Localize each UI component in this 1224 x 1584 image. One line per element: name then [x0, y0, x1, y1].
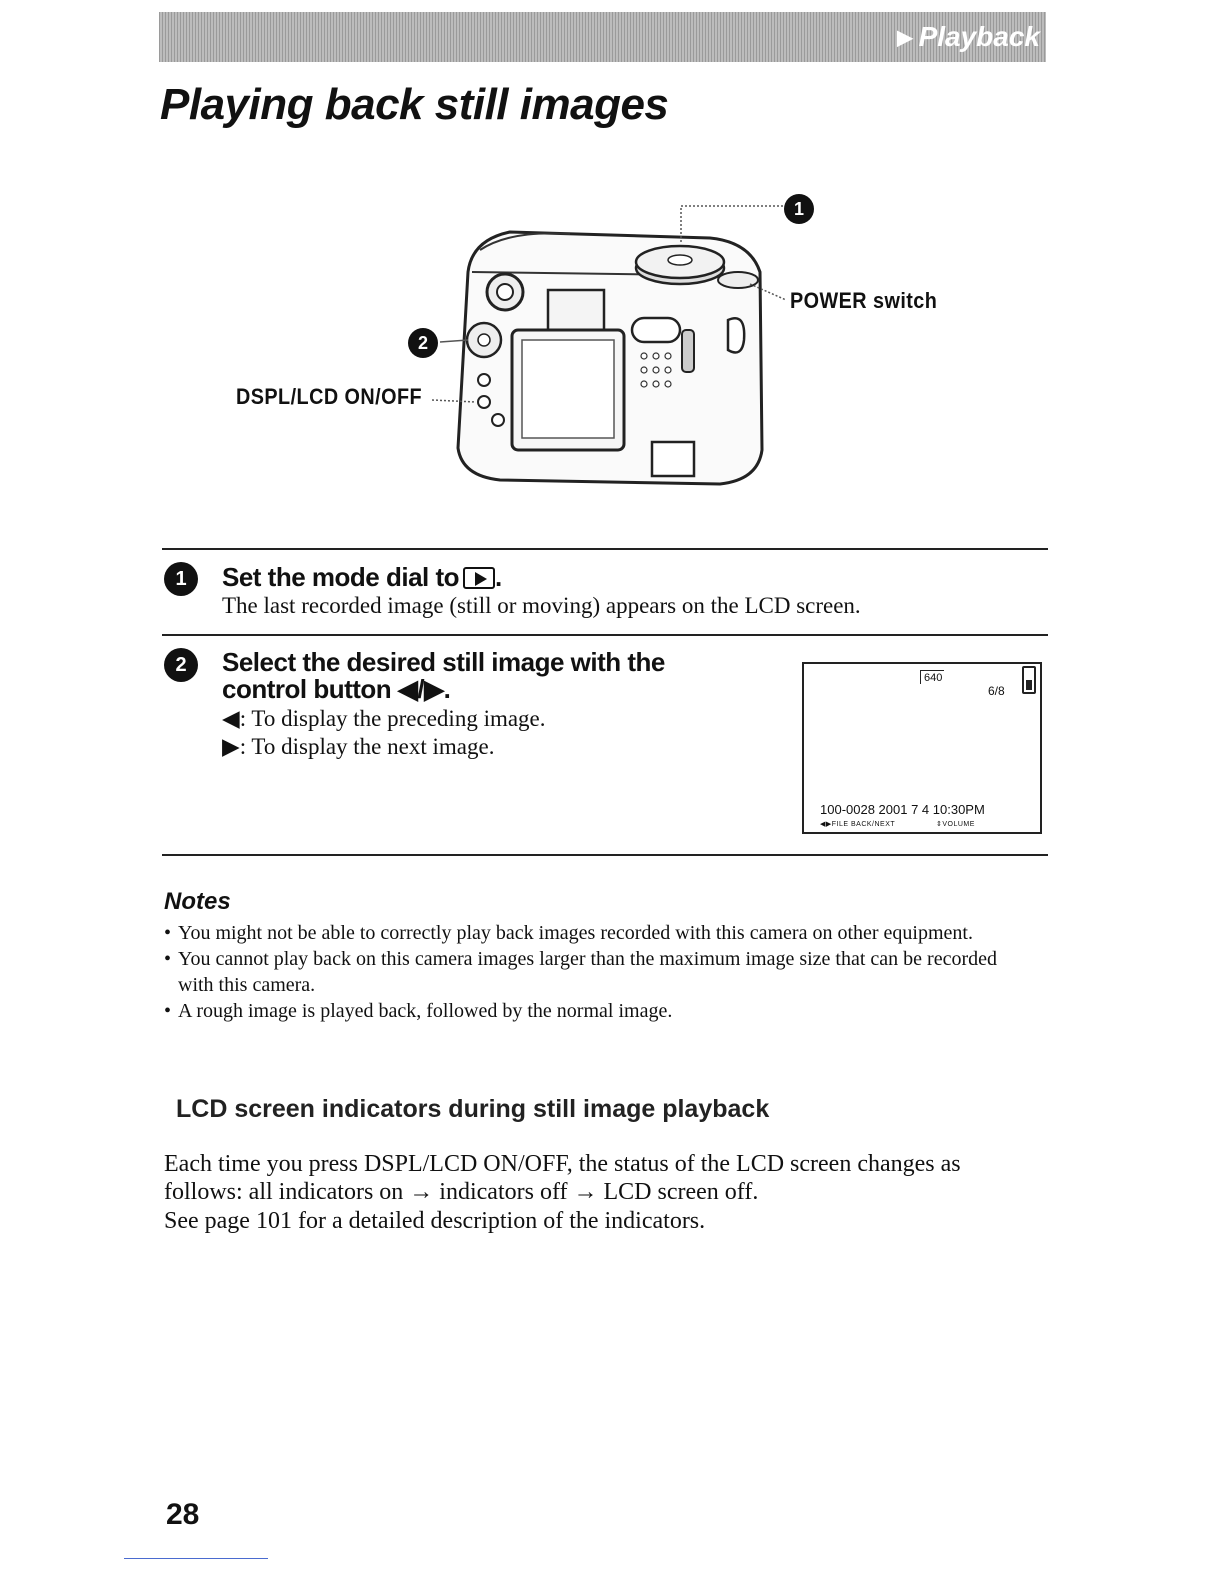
lcd-indicators-paragraph-2: See page 101 for a detailed description of the indicators.	[164, 1208, 706, 1234]
note-item: • You might not be able to correctly play back images recorded with this camera on other equipment.	[164, 920, 1034, 946]
step-1-marker: 1	[164, 562, 198, 596]
memory-card-icon	[1022, 666, 1036, 694]
divider-rule	[162, 548, 1048, 550]
notes-title: Notes	[164, 888, 231, 915]
lcd-indicators-paragraph-1: Each time you press DSPL/LCD ON/OFF, the status of the LCD screen changes as follows: all indicators on → indicators off → LCD screen off.	[164, 1151, 961, 1205]
step-1-title	[222, 564, 502, 591]
callout-marker-1: 1	[784, 194, 814, 224]
dspl-lcd-label: DSPL/LCD ON/OFF	[236, 384, 423, 409]
file-date-time: 100-0028 2001 7 4 10:30PM	[820, 802, 985, 817]
divider-rule	[162, 634, 1048, 636]
lcd-screen-illustration	[802, 662, 1042, 834]
page-number: 28	[166, 1498, 200, 1531]
image-count: 6/8	[988, 684, 1005, 698]
divider-rule	[162, 854, 1048, 856]
power-switch-label: POWER switch	[790, 288, 938, 313]
section-header-bar	[159, 12, 1046, 62]
step-2-title-line-2: control button ◀/▶.	[222, 674, 451, 704]
step-2-item-prev: ◀: To display the preceding image.	[222, 706, 546, 731]
step-1-title-text: Set the mode dial to	[222, 562, 460, 592]
section-tab	[897, 18, 1040, 56]
callout-marker-2: 2	[408, 328, 438, 358]
footer-line	[124, 1558, 268, 1559]
step-1-title-end: .	[495, 562, 502, 592]
note-item: • You cannot play back on this camera images larger than the maximum image size that can be recorded with this camera.	[164, 946, 1034, 998]
volume-hint: ⇕VOLUME	[936, 821, 975, 828]
section-title: LCD screen indicators during still image playback	[176, 1095, 770, 1123]
step-2-marker: 2	[164, 648, 198, 682]
page-title: Playing back still images	[160, 80, 669, 129]
step-2-item-next: ▶: To display the next image.	[222, 734, 495, 759]
image-size-indicator: 640	[920, 670, 944, 684]
step-1-body: The last recorded image (still or moving) appears on the LCD screen.	[222, 593, 861, 618]
note-item: • A rough image is played back, followed by the normal image.	[164, 998, 1034, 1024]
file-nav-hint: ◀▶FILE BACK/NEXT	[820, 821, 896, 828]
section-tab-label: Playback	[918, 21, 1040, 52]
notes-list	[164, 920, 1034, 1024]
camera-illustration	[150, 180, 1050, 520]
camera-drawing	[150, 180, 1050, 520]
playback-mode-icon	[463, 567, 495, 589]
step-2-title-line-1: Select the desired still image with the	[222, 647, 665, 677]
play-arrow-icon: ▶	[897, 26, 913, 49]
